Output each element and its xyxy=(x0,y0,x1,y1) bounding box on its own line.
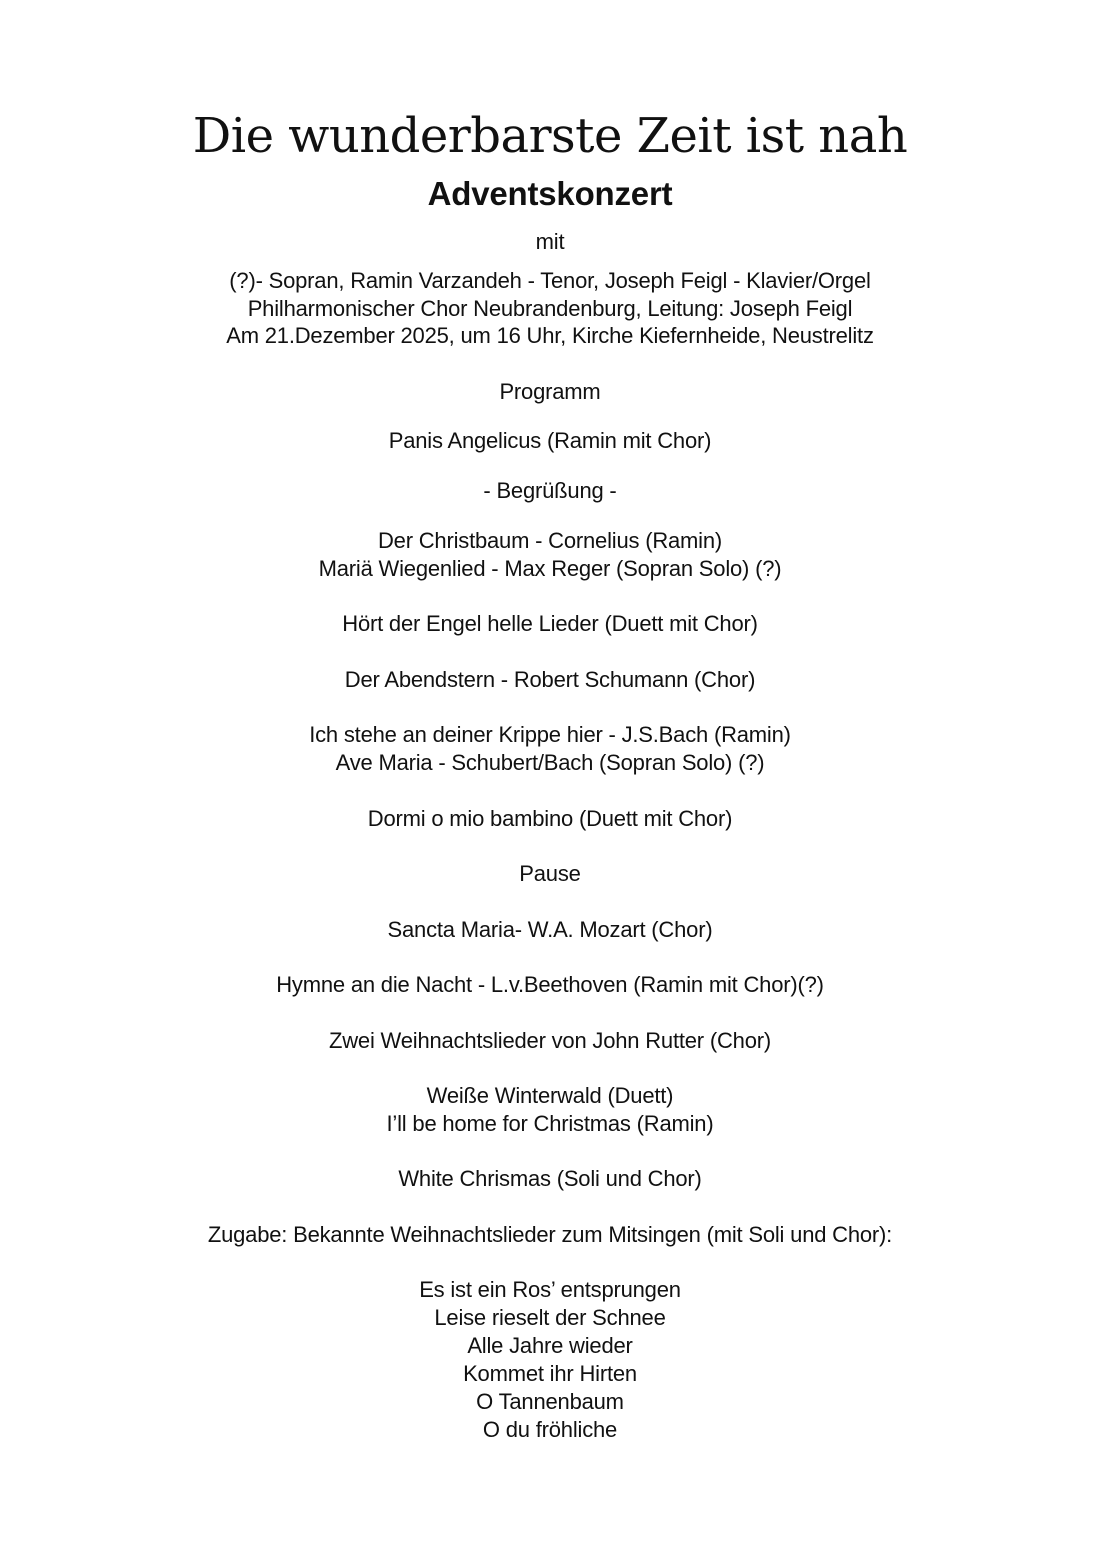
program-item-abendstern: Der Abendstern - Robert Schumann (Chor) xyxy=(344,667,756,692)
encore-heading: Zugabe: Bekannte Weihnachtslieder zum Mitsingen (mit Soli und Chor): xyxy=(207,1222,893,1247)
pause-label: Pause xyxy=(519,861,581,886)
program-item-hymne: Hymne an die Nacht - L.v.Beethoven (Ramin mit Chor)(?) xyxy=(276,972,824,997)
list-item: Kommet ihr Hirten xyxy=(463,1361,637,1386)
program-item: Ich stehe an deiner Krippe hier - J.S.Bach (Ramin) xyxy=(309,722,791,747)
choir-line: Philharmonischer Chor Neubrandenburg, Leitung: Joseph Feigl xyxy=(247,296,853,321)
program-group-3 xyxy=(0,1082,1100,1138)
page-title: Die wunderbarste Zeit ist nah xyxy=(192,108,908,164)
page-subtitle: Adventskonzert xyxy=(427,175,673,212)
program-item: Ave Maria - Schubert/Bach (Sopran Solo) (?) xyxy=(335,750,765,775)
program-item-panis-angelicus: Panis Angelicus (Ramin mit Chor) xyxy=(388,428,712,453)
program-item: I’ll be home for Christmas (Ramin) xyxy=(386,1111,714,1136)
program-group-1 xyxy=(0,527,1100,583)
date-location-line: Am 21.Dezember 2025, um 16 Uhr, Kirche Kiefernheide, Neustrelitz xyxy=(226,323,874,348)
program-item-rutter: Zwei Weihnachtslieder von John Rutter (Chor) xyxy=(329,1028,771,1053)
list-item: Alle Jahre wieder xyxy=(467,1333,633,1358)
encore-song-list xyxy=(0,1276,1100,1444)
program-item-sancta-maria: Sancta Maria- W.A. Mozart (Chor) xyxy=(387,917,713,942)
performers-line: (?)- Sopran, Ramin Varzandeh - Tenor, Joseph Feigl - Klavier/Orgel xyxy=(229,268,871,293)
list-item: Leise rieselt der Schnee xyxy=(434,1305,666,1330)
greeting-label: - Begrüßung - xyxy=(483,478,617,503)
program-heading: Programm xyxy=(499,379,601,404)
program-item-white-christmas: White Chrismas (Soli und Chor) xyxy=(398,1166,702,1191)
list-item: O du fröhliche xyxy=(482,1417,618,1442)
program-group-2 xyxy=(0,721,1100,777)
program-item-hoert-der-engel: Hört der Engel helle Lieder (Duett mit Chor) xyxy=(342,611,758,636)
list-item: O Tannenbaum xyxy=(476,1389,624,1414)
program-item: Mariä Wiegenlied - Max Reger (Sopran Solo) (?) xyxy=(318,556,782,581)
list-item: Es ist ein Ros’ entsprungen xyxy=(419,1277,681,1302)
program-item: Weiße Winterwald (Duett) xyxy=(426,1083,674,1108)
program-item: Der Christbaum - Cornelius (Ramin) xyxy=(377,528,723,553)
with-label: mit xyxy=(535,229,565,254)
program-item-dormi: Dormi o mio bambino (Duett mit Chor) xyxy=(367,806,733,831)
